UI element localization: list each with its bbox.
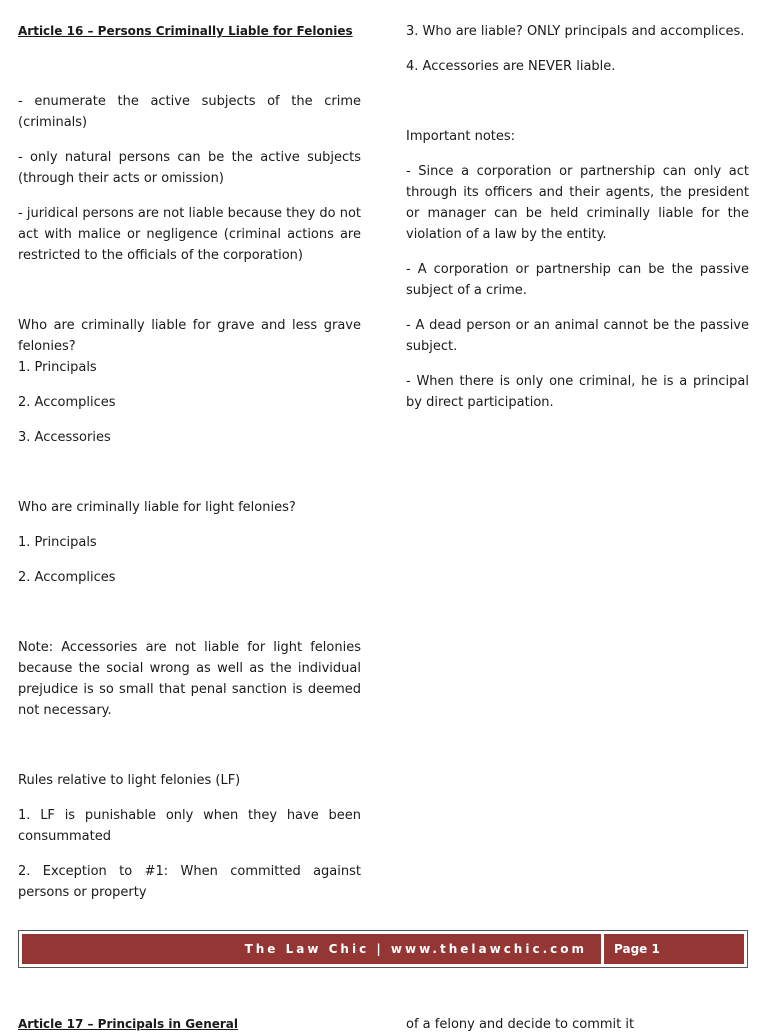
question-grave-felonies: Who are criminally liable for grave and less grave felonies? bbox=[18, 318, 361, 354]
left-column bbox=[18, 21, 361, 917]
rules-heading: Rules relative to light felonies (LF) bbox=[18, 773, 241, 788]
rule-1: 1. LF is punishable only when they have been consummated bbox=[18, 808, 361, 844]
list-item: 1. Principals bbox=[18, 535, 97, 550]
list-item: 1. Principals bbox=[18, 360, 97, 375]
note-passive-subject: - A corporation or partnership can be the passive subject of a crime. bbox=[406, 262, 749, 298]
note-accessories: Note: Accessories are not liable for light felonies because the social wrong as well as the individual prejudice is so small that penal sanction is deemed not necessary. bbox=[18, 640, 361, 718]
note-one-criminal: - When there is only one criminal, he is a principal by direct participation. bbox=[406, 374, 749, 410]
question-light-felonies: Who are criminally liable for light felonies? bbox=[18, 500, 296, 515]
footer-page-number: Page 1 bbox=[604, 934, 744, 964]
article-title: Article 16 – Persons Criminally Liable for Felonies bbox=[18, 24, 353, 38]
footer-site: The Law Chic | www.thelawchic.com bbox=[22, 934, 601, 964]
note-dead-person: - A dead person or an animal cannot be the passive subject. bbox=[406, 318, 749, 354]
list-item: 2. Accomplices bbox=[18, 570, 116, 585]
paragraph-juridical-persons: - juridical persons are not liable because they do not act with malice or negligence (criminal actions are restricted to the officials of the corporation) bbox=[18, 206, 361, 263]
item-4: 4. Accessories are NEVER liable. bbox=[406, 59, 616, 74]
next-page-heading: Article 17 – Principals in General bbox=[18, 1017, 239, 1031]
paragraph-natural-persons: - only natural persons can be the active subjects (through their acts or omission) bbox=[18, 150, 361, 186]
right-column bbox=[406, 21, 749, 427]
note-corporation-officers: - Since a corporation or partnership can only act through its officers and their agents, the president or manager can be held criminally liable for the violation of a law by the entity. bbox=[406, 164, 749, 242]
important-notes-heading: Important notes: bbox=[406, 129, 516, 144]
page-footer bbox=[18, 930, 748, 968]
item-3: 3. Who are liable? ONLY principals and accomplices. bbox=[406, 24, 745, 39]
next-page-text: of a felony and decide to commit it bbox=[406, 1017, 635, 1032]
rule-2: 2. Exception to #1: When committed against persons or property bbox=[18, 864, 361, 900]
list-item: 3. Accessories bbox=[18, 430, 111, 445]
paragraph-active-subjects: - enumerate the active subjects of the crime (criminals) bbox=[18, 94, 361, 130]
list-item: 2. Accomplices bbox=[18, 395, 116, 410]
